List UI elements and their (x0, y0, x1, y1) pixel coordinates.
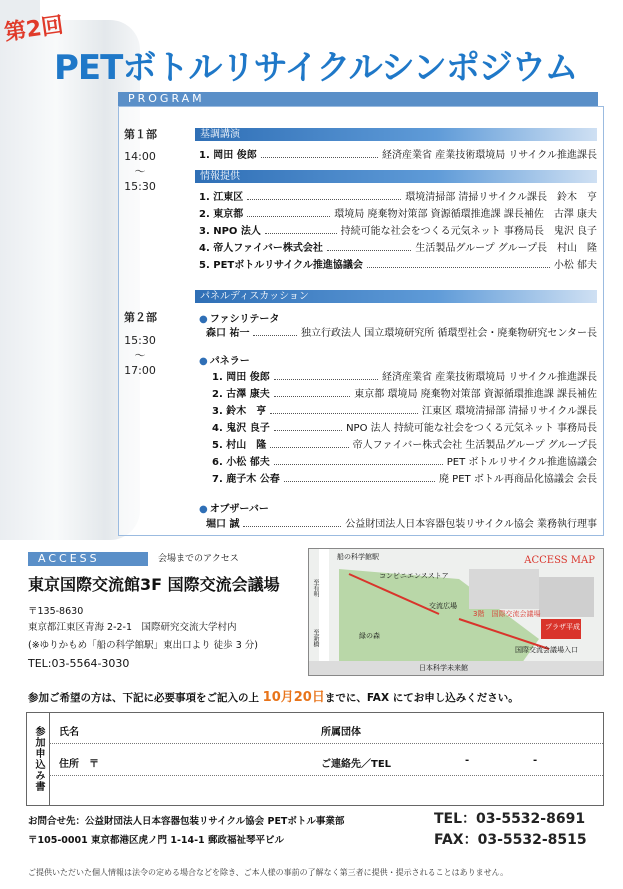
speaker-affiliation: 小松 郁夫 (553, 260, 597, 271)
footer-tel: TEL：03-5532-8691 (434, 811, 586, 827)
application-form (26, 712, 604, 806)
speaker-name: 3. NPO 法人 (199, 226, 261, 237)
map-park: 緑の森 (359, 632, 380, 640)
speaker-affiliation: 経済産業省 産業技術環境局 リサイクル推進課長 (382, 150, 597, 161)
part2-tilde: 〜 (134, 349, 146, 362)
keynote-heading-bar (195, 128, 597, 141)
info-row (199, 191, 597, 204)
observer-label: ● オブザーバー (199, 500, 269, 515)
map-graphic (309, 549, 603, 675)
venue-name: 東京国際交流館3F 国際交流会議場 (28, 575, 280, 594)
speaker-affiliation: 公益財団法人日本容器包装リサイクル協会 業務執行理事 (345, 519, 597, 530)
edition-badge: 第2回 (2, 12, 66, 46)
speaker-affiliation: 江東区 環境清掃部 清掃リサイクル課長 (422, 406, 597, 417)
keynote-heading: 基調講演 (200, 129, 240, 140)
info-heading: 情報提供 (200, 171, 240, 182)
transit-info: (※ゆりかもめ「船の科学館駅」東出口より 徒歩 3 分) (28, 640, 258, 651)
form-side-label: 参加申込み書 (27, 713, 50, 805)
speaker-name: 7. 鹿子木 公春 (212, 474, 280, 485)
name-field-label[interactable]: 氏名 (59, 727, 79, 738)
speaker-affiliation: 持続可能な社会をつくる元気ネット 事務局長 鬼沢 良子 (340, 226, 597, 237)
paneler-row (212, 439, 597, 452)
speaker-name: 1. 岡田 俊郎 (212, 372, 270, 383)
info-row (199, 242, 597, 255)
speaker-name: 5. PETボトルリサイクル推進協議会 (199, 260, 363, 271)
speaker-affiliation: 東京都 環境局 廃棄物対策部 資源循環推進課 課長補佐 (354, 389, 597, 400)
program-bar (118, 92, 598, 106)
speaker-name: 4. 鬼沢 良子 (212, 423, 270, 434)
org-field-label[interactable]: 所属団体 (321, 727, 361, 738)
info-row (199, 208, 597, 221)
speaker-affiliation: PET ボトルリサイクル推進協議会 (446, 457, 597, 468)
info-row (199, 225, 597, 238)
postal-code: 〒135-8630 (28, 606, 84, 617)
paneler-row (212, 388, 597, 401)
panel-heading-bar (195, 290, 597, 303)
paneler-row (212, 371, 597, 384)
part2-label: 第２部 (124, 311, 157, 324)
map-road-1: 至有明 (312, 579, 319, 597)
paneler-row (212, 422, 597, 435)
footer-address: 〒105-0001 東京都港区虎ノ門 1-14-1 郵政福祉琴平ビル (28, 835, 284, 846)
map-plaza-hotel: プラザ平成 (545, 623, 580, 631)
facilitator-row (206, 327, 597, 340)
address-field-label[interactable]: 住所 〒 (59, 759, 99, 770)
access-map (308, 548, 604, 676)
speaker-affiliation: 生活製品グループ グループ長 村山 隆 (415, 243, 597, 254)
contact-field-label[interactable]: ご連絡先／TEL (321, 759, 392, 770)
map-title: ACCESS MAP (524, 555, 595, 566)
tel-dash-2: - (533, 755, 538, 766)
speaker-affiliation: 経済産業省 産業技術環境局 リサイクル推進課長 (382, 372, 597, 383)
map-research: 日本科学未来館 (419, 664, 468, 672)
part1-tilde: 〜 (134, 165, 146, 178)
speaker-name: 5. 村山 隆 (212, 440, 267, 451)
form-divider (49, 775, 603, 776)
form-divider (49, 743, 603, 744)
tel-dash-1: - (465, 755, 470, 766)
part1-label: 第１部 (124, 128, 157, 141)
speaker-name: 3. 鈴木 亨 (212, 406, 267, 417)
observer-row (206, 518, 597, 531)
venue-address: 東京都江東区青海 2-2-1 国際研究交流大学村内 (28, 622, 237, 633)
paneler-row (212, 405, 597, 418)
speaker-affiliation: 廃 PET ボトル再商品化協議会 会長 (439, 474, 597, 485)
speaker-affiliation: NPO 法人 持続可能な社会をつくる元気ネット 事務局長 (346, 423, 597, 434)
footer-fax: FAX：03-5532-8515 (434, 832, 587, 848)
access-label: ACCESS (28, 552, 148, 566)
page-title: PETボトルリサイクルシンポジウム (54, 48, 578, 88)
deadline-date: 10月20日 (262, 690, 325, 705)
request-line (28, 686, 519, 705)
paneler-row (212, 456, 597, 469)
panel-heading: パネルディスカッション (200, 291, 309, 302)
request-text: 参加ご希望の方は、下記に必要事項をご記入の上 (28, 692, 259, 704)
speaker-name: 1. 江東区 (199, 192, 244, 203)
part1-time-end: 15:30 (124, 180, 156, 193)
speaker-name: 1. 岡田 俊郎 (199, 150, 257, 161)
map-plaza: 交流広場 (429, 602, 457, 610)
map-entrance: 国際交流会議場入口 (515, 646, 578, 654)
privacy-note: ご提供いただいた個人情報は法令の定める場合などを除き、ご本人様の事前の了解なく第三者に提供・提示されることはありません。 (28, 868, 509, 877)
part2-time-start: 15:30 (124, 334, 156, 347)
speaker-name: 6. 小松 郁夫 (212, 457, 270, 468)
speaker-name: 森口 祐一 (206, 328, 250, 339)
facilitator-label: ● ファシリテータ (199, 310, 279, 325)
info-row (199, 259, 597, 272)
map-hall: 3階 国際交流会議場 (473, 610, 541, 618)
panelers-label: ● パネラー (199, 352, 250, 367)
access-sub: 会場までのアクセス (158, 554, 239, 564)
speaker-name: 4. 帝人ファイバー株式会社 (199, 243, 323, 254)
request-text-after: までに、FAX にてお申し込みください。 (324, 692, 519, 704)
part1-time-start: 14:00 (124, 150, 156, 163)
speaker-affiliation: 環境局 廃棄物対策部 資源循環推進課 課長補佐 古澤 康夫 (334, 209, 597, 220)
map-store: コンビニエンスストア (379, 572, 449, 580)
info-heading-bar (195, 170, 597, 183)
program-label: PROGRAM (128, 92, 205, 105)
speaker-affiliation: 帝人ファイバー株式会社 生活製品グループ グループ長 (352, 440, 597, 451)
speaker-name: 堀口 誠 (206, 519, 240, 530)
part2-time-end: 17:00 (124, 364, 156, 377)
speaker-name: 2. 古澤 康夫 (212, 389, 270, 400)
footer-contact: お問合せ先：公益財団法人日本容器包装リサイクル協会 PETボトル事業部 (28, 816, 345, 827)
map-road-2: 至新橋 (312, 629, 319, 647)
paneler-row (212, 473, 597, 486)
map-station: 船の科学館駅 (337, 553, 379, 561)
speaker-affiliation: 独立行政法人 国立環境研究所 循環型社会・廃棄物研究センター長 (301, 328, 597, 339)
keynote-row (199, 149, 597, 162)
access-header (28, 552, 298, 566)
speaker-name: 2. 東京都 (199, 209, 244, 220)
speaker-affiliation: 環境清掃部 清掃リサイクル課長 鈴木 亨 (405, 192, 597, 203)
venue-tel: TEL:03-5564-3030 (28, 657, 130, 670)
